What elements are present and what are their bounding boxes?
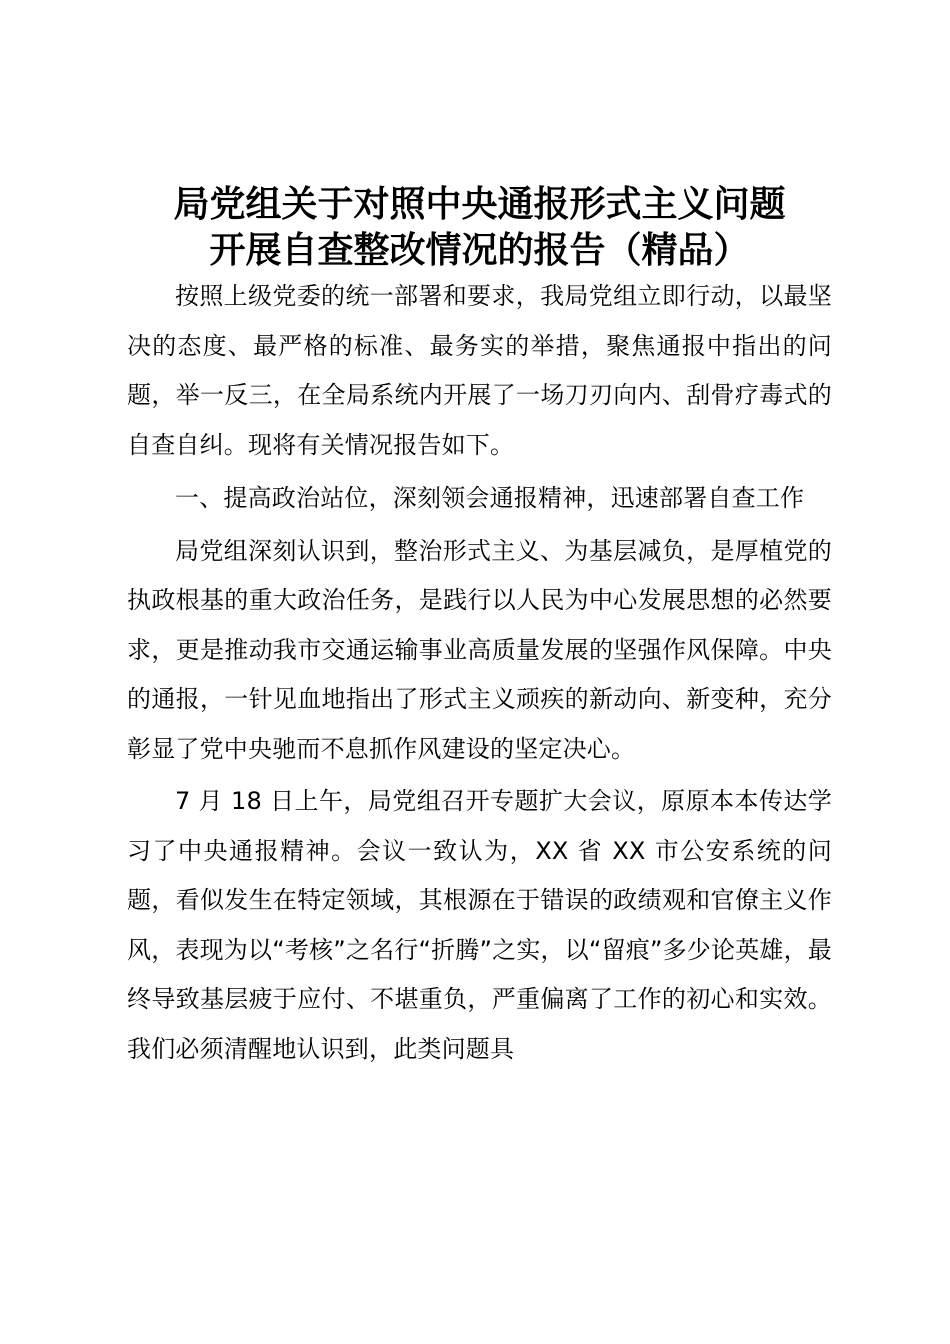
document-title	[127, 182, 832, 274]
body-paragraph: 局党组深刻认识到，整治形式主义、为基层减负，是厚植党的执政根基的重大政治任务，是践行以人民为中心发展思想的必然要求，更是推动我市交通运输事业高质量发展的坚强作风保障。中央的通报，一针见血地指出了形式主义顽疾的新动向、新变种，充分彰显了党中央驰而不息抓作风建设的坚定决心。	[127, 536, 832, 763]
body-paragraph: 7 月 18 日上午，局党组召开专题扩大会议，原原本本传达学习了中央通报精神。会议一致认为，XX 省 XX 市公安系统的问题，看似发生在特定领域，其根源在于错误的政绩观和官僚主义作风，表现为以“考核”之名行“折腾”之实，以“留痕”多少论英雄，最终导致基层疲于应付、不堪重负，严重偏离了工作的初心和实效。我们必须清醒地认识到，此类问题具	[127, 787, 832, 1063]
intro-paragraph: 按照上级党委的统一部署和要求，我局党组立即行动，以最坚决的态度、最严格的标准、最务实的举措，聚焦通报中指出的问题，举一反三，在全局系统内开展了一场刀刃向内、刮骨疗毒式的自查自纠。现将有关情况报告如下。	[127, 282, 832, 459]
section-heading-1: 一、提高政治站位，深刻领会通报精神，迅速部署自查工作	[175, 484, 805, 512]
title-line-1: 局党组关于对照中央通报形式主义问题	[173, 184, 786, 225]
document-body	[127, 182, 832, 1074]
title-line-2: 开展自查整改情况的报告（精品）	[209, 230, 750, 271]
